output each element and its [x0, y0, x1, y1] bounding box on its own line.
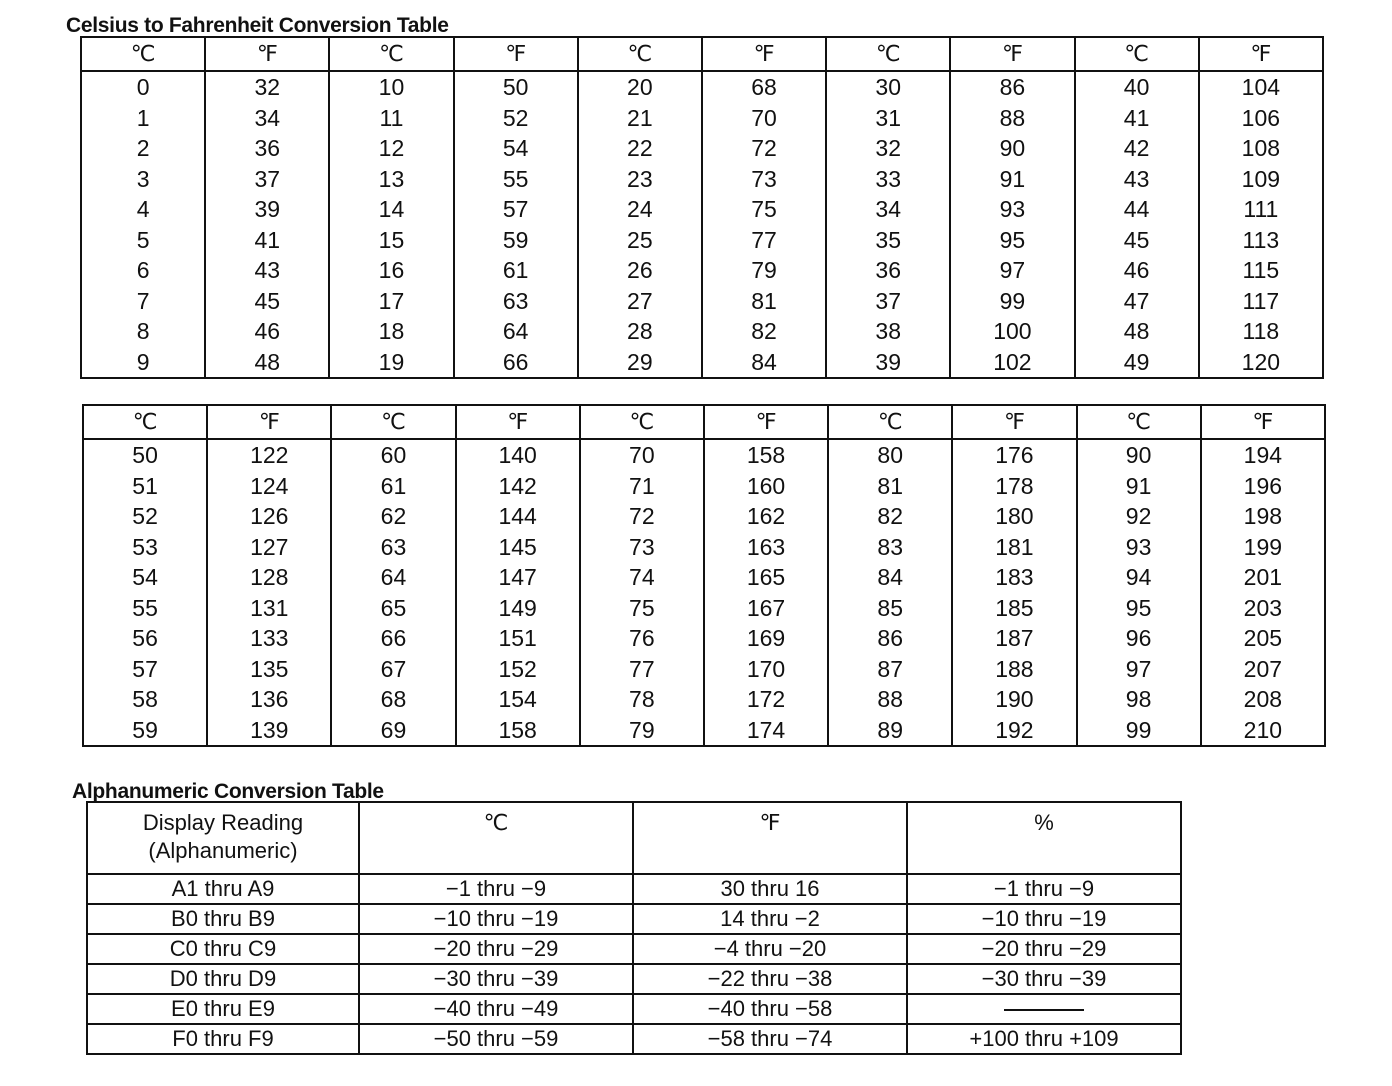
fahrenheit-cell: 72 — [702, 133, 826, 164]
celsius-range-cell: −50 thru −59 — [359, 1024, 633, 1054]
celsius-fahrenheit-table-50-99 — [82, 404, 1326, 747]
celsius-cell: 24 — [578, 194, 702, 225]
celsius-cell: 83 — [828, 532, 952, 563]
fahrenheit-cell: 151 — [456, 623, 580, 654]
celsius-range-cell: −30 thru −39 — [359, 964, 633, 994]
fahrenheit-cell: 32 — [205, 71, 329, 103]
header-row — [87, 802, 1181, 874]
celsius-cell: 21 — [578, 103, 702, 134]
celsius-cell: 30 — [826, 71, 950, 103]
celsius-cell: 28 — [578, 316, 702, 347]
celsius-cell: 38 — [826, 316, 950, 347]
table-row — [83, 623, 1325, 654]
celsius-cell: 98 — [1077, 684, 1201, 715]
fahrenheit-cell: 61 — [454, 255, 578, 286]
celsius-cell: 75 — [580, 593, 704, 624]
fahrenheit-cell: 118 — [1199, 316, 1323, 347]
fahrenheit-cell: 91 — [950, 164, 1074, 195]
celsius-cell: 57 — [132, 655, 158, 682]
fahrenheit-range-cell: −22 thru −38 — [633, 964, 907, 994]
fahrenheit-cell: 77 — [702, 225, 826, 256]
fahrenheit-cell: 81 — [702, 286, 826, 317]
fahrenheit-cell: 196 — [1201, 471, 1325, 502]
fahrenheit-cell: 57 — [454, 194, 578, 225]
celsius-cell: 44 — [1075, 194, 1199, 225]
fahrenheit-cell: 169 — [704, 623, 828, 654]
fahrenheit-cell: 63 — [454, 286, 578, 317]
fahrenheit-cell: 147 — [456, 562, 580, 593]
celsius-table-title: Celsius to Fahrenheit Conversion Table — [66, 14, 449, 37]
display-reading-cell: F0 thru F9 — [87, 1024, 359, 1054]
fahrenheit-cell: 95 — [950, 225, 1074, 256]
fahrenheit-cell: 139 — [207, 715, 331, 747]
celsius-cell: 2 — [136, 135, 150, 162]
celsius-cell: 77 — [580, 654, 704, 685]
celsius-cell: 47 — [1075, 286, 1199, 317]
celsius-cell: 10 — [329, 71, 453, 103]
alphanumeric-table-title: Alphanumeric Conversion Table — [72, 780, 384, 803]
col-header-c: ℃ — [329, 37, 453, 71]
celsius-cell: 15 — [329, 225, 453, 256]
celsius-cell: 1 — [136, 104, 150, 131]
celsius-cell: 25 — [578, 225, 702, 256]
celsius-cell: 23 — [578, 164, 702, 195]
celsius-cell: 71 — [580, 471, 704, 502]
fahrenheit-range-cell: 30 thru 16 — [633, 874, 907, 904]
fahrenheit-cell: 43 — [205, 255, 329, 286]
celsius-cell: 82 — [828, 501, 952, 532]
fahrenheit-range-cell: −58 thru −74 — [633, 1024, 907, 1054]
col-header-f: ℉ — [205, 37, 329, 71]
fahrenheit-cell: 167 — [704, 593, 828, 624]
col-header-f: ℉ — [1201, 405, 1325, 439]
celsius-cell: 43 — [1075, 164, 1199, 195]
celsius-cell: 79 — [580, 715, 704, 747]
celsius-cell: 3 — [136, 165, 150, 192]
celsius-cell: 18 — [329, 316, 453, 347]
col-header-c: ℃ — [580, 405, 704, 439]
table-row — [83, 715, 1325, 747]
display-reading-cell: A1 thru A9 — [87, 874, 359, 904]
percent-range-cell: +100 thru +109 — [907, 1024, 1181, 1054]
col-header-f: ℉ — [1199, 37, 1323, 71]
table-row — [81, 71, 1323, 103]
display-reading-cell: C0 thru C9 — [87, 934, 359, 964]
celsius-cell: 66 — [331, 623, 455, 654]
celsius-cell: 70 — [580, 439, 704, 471]
percent-range-cell — [907, 994, 1181, 1024]
fahrenheit-cell: 86 — [950, 71, 1074, 103]
fahrenheit-cell: 108 — [1199, 133, 1323, 164]
fahrenheit-cell: 124 — [207, 471, 331, 502]
percent-range-cell: −1 thru −9 — [907, 874, 1181, 904]
celsius-fahrenheit-table-0-49 — [80, 36, 1324, 379]
celsius-cell: 9 — [136, 348, 150, 375]
celsius-cell: 51 — [132, 472, 158, 499]
fahrenheit-cell: 106 — [1199, 103, 1323, 134]
celsius-cell: 78 — [580, 684, 704, 715]
col-header-f: ℉ — [952, 405, 1076, 439]
table-row — [81, 133, 1323, 164]
celsius-cell: 39 — [826, 347, 950, 379]
celsius-cell: 73 — [580, 532, 704, 563]
table-row — [83, 501, 1325, 532]
table-row — [87, 994, 1181, 1024]
fahrenheit-cell: 163 — [704, 532, 828, 563]
celsius-cell: 6 — [136, 257, 150, 284]
fahrenheit-cell: 178 — [952, 471, 1076, 502]
celsius-range-cell: −1 thru −9 — [359, 874, 633, 904]
celsius-cell: 26 — [578, 255, 702, 286]
celsius-cell: 7 — [136, 287, 150, 314]
celsius-cell: 87 — [828, 654, 952, 685]
celsius-cell: 49 — [1075, 347, 1199, 379]
celsius-cell: 86 — [828, 623, 952, 654]
fahrenheit-cell: 120 — [1199, 347, 1323, 379]
fahrenheit-range-cell: −40 thru −58 — [633, 994, 907, 1024]
fahrenheit-cell: 180 — [952, 501, 1076, 532]
celsius-cell: 68 — [331, 684, 455, 715]
fahrenheit-cell: 205 — [1201, 623, 1325, 654]
fahrenheit-cell: 135 — [207, 654, 331, 685]
fahrenheit-cell: 185 — [952, 593, 1076, 624]
celsius-cell: 27 — [578, 286, 702, 317]
celsius-cell: 12 — [329, 133, 453, 164]
fahrenheit-cell: 59 — [454, 225, 578, 256]
table-row — [81, 164, 1323, 195]
table-row — [87, 1024, 1181, 1054]
table-row — [83, 562, 1325, 593]
fahrenheit-cell: 170 — [704, 654, 828, 685]
fahrenheit-cell: 50 — [454, 71, 578, 103]
fahrenheit-cell: 172 — [704, 684, 828, 715]
celsius-cell: 97 — [1077, 654, 1201, 685]
table-row — [83, 593, 1325, 624]
fahrenheit-cell: 99 — [950, 286, 1074, 317]
fahrenheit-cell: 79 — [702, 255, 826, 286]
fahrenheit-cell: 55 — [454, 164, 578, 195]
celsius-cell: 81 — [828, 471, 952, 502]
celsius-cell: 88 — [828, 684, 952, 715]
fahrenheit-cell: 84 — [702, 347, 826, 379]
fahrenheit-cell: 199 — [1201, 532, 1325, 563]
celsius-range-cell: −10 thru −19 — [359, 904, 633, 934]
table-body — [83, 439, 1325, 746]
celsius-cell: 37 — [826, 286, 950, 317]
col-header-f: ℉ — [950, 37, 1074, 71]
celsius-cell: 94 — [1077, 562, 1201, 593]
celsius-cell: 35 — [826, 225, 950, 256]
col-header-c: ℃ — [826, 37, 950, 71]
celsius-range-cell: −40 thru −49 — [359, 994, 633, 1024]
fahrenheit-cell: 190 — [952, 684, 1076, 715]
col-header-c: ℃ — [359, 802, 633, 874]
celsius-cell: 96 — [1077, 623, 1201, 654]
col-header-f: ℉ — [704, 405, 828, 439]
col-header-c: ℃ — [578, 37, 702, 71]
fahrenheit-cell: 144 — [456, 501, 580, 532]
col-header-f: ℉ — [702, 37, 826, 71]
table-row — [83, 532, 1325, 563]
table-row — [81, 225, 1323, 256]
col-header-c: ℃ — [828, 405, 952, 439]
fahrenheit-cell: 154 — [456, 684, 580, 715]
fahrenheit-cell: 149 — [456, 593, 580, 624]
celsius-cell: 64 — [331, 562, 455, 593]
fahrenheit-cell: 181 — [952, 532, 1076, 563]
fahrenheit-cell: 207 — [1201, 654, 1325, 685]
celsius-cell: 29 — [578, 347, 702, 379]
col-header-c: ℃ — [331, 405, 455, 439]
celsius-cell: 69 — [331, 715, 455, 747]
fahrenheit-cell: 37 — [205, 164, 329, 195]
celsius-cell: 59 — [132, 716, 158, 743]
fahrenheit-cell: 68 — [702, 71, 826, 103]
fahrenheit-cell: 90 — [950, 133, 1074, 164]
table-row — [81, 316, 1323, 347]
empty-dash — [1004, 1009, 1084, 1011]
celsius-cell: 63 — [331, 532, 455, 563]
celsius-cell: 36 — [826, 255, 950, 286]
fahrenheit-cell: 158 — [704, 439, 828, 471]
col-header-c: ℃ — [81, 37, 205, 71]
fahrenheit-cell: 48 — [205, 347, 329, 379]
fahrenheit-cell: 194 — [1201, 439, 1325, 471]
table-row — [87, 934, 1181, 964]
col-header-c: ℃ — [1077, 405, 1201, 439]
celsius-cell: 42 — [1075, 133, 1199, 164]
celsius-cell: 85 — [828, 593, 952, 624]
table-row — [83, 471, 1325, 502]
fahrenheit-cell: 183 — [952, 562, 1076, 593]
celsius-cell: 20 — [578, 71, 702, 103]
fahrenheit-cell: 115 — [1199, 255, 1323, 286]
table-row — [83, 439, 1325, 471]
fahrenheit-cell: 41 — [205, 225, 329, 256]
celsius-cell: 17 — [329, 286, 453, 317]
celsius-cell: 31 — [826, 103, 950, 134]
header-row — [83, 405, 1325, 439]
fahrenheit-cell: 36 — [205, 133, 329, 164]
fahrenheit-cell: 210 — [1201, 715, 1325, 747]
fahrenheit-cell: 133 — [207, 623, 331, 654]
fahrenheit-cell: 203 — [1201, 593, 1325, 624]
table-row — [87, 964, 1181, 994]
fahrenheit-cell: 64 — [454, 316, 578, 347]
fahrenheit-cell: 131 — [207, 593, 331, 624]
celsius-cell: 14 — [329, 194, 453, 225]
fahrenheit-cell: 54 — [454, 133, 578, 164]
celsius-cell: 5 — [136, 226, 150, 253]
celsius-cell: 72 — [580, 501, 704, 532]
display-reading-line2: (Alphanumeric) — [148, 838, 298, 863]
fahrenheit-cell: 126 — [207, 501, 331, 532]
fahrenheit-range-cell: 14 thru −2 — [633, 904, 907, 934]
celsius-cell: 8 — [136, 318, 150, 345]
fahrenheit-cell: 46 — [205, 316, 329, 347]
fahrenheit-cell: 176 — [952, 439, 1076, 471]
table-row — [83, 654, 1325, 685]
fahrenheit-cell: 188 — [952, 654, 1076, 685]
fahrenheit-cell: 165 — [704, 562, 828, 593]
fahrenheit-cell: 73 — [702, 164, 826, 195]
celsius-cell: 13 — [329, 164, 453, 195]
fahrenheit-cell: 97 — [950, 255, 1074, 286]
celsius-cell: 60 — [331, 439, 455, 471]
celsius-cell: 95 — [1077, 593, 1201, 624]
celsius-cell: 99 — [1077, 715, 1201, 747]
celsius-cell: 41 — [1075, 103, 1199, 134]
fahrenheit-cell: 198 — [1201, 501, 1325, 532]
fahrenheit-cell: 128 — [207, 562, 331, 593]
fahrenheit-cell: 34 — [205, 103, 329, 134]
celsius-cell: 11 — [329, 103, 453, 134]
celsius-cell: 67 — [331, 654, 455, 685]
percent-range-cell: −30 thru −39 — [907, 964, 1181, 994]
celsius-cell: 90 — [1077, 439, 1201, 471]
fahrenheit-cell: 88 — [950, 103, 1074, 134]
col-header-display-reading — [87, 802, 359, 874]
celsius-cell: 53 — [132, 533, 158, 560]
fahrenheit-cell: 142 — [456, 471, 580, 502]
fahrenheit-cell: 127 — [207, 532, 331, 563]
fahrenheit-cell: 201 — [1201, 562, 1325, 593]
celsius-cell: 56 — [132, 625, 158, 652]
fahrenheit-cell: 82 — [702, 316, 826, 347]
display-reading-cell: D0 thru D9 — [87, 964, 359, 994]
celsius-cell: 33 — [826, 164, 950, 195]
celsius-cell: 61 — [331, 471, 455, 502]
fahrenheit-cell: 104 — [1199, 71, 1323, 103]
celsius-cell: 92 — [1077, 501, 1201, 532]
fahrenheit-range-cell: −4 thru −20 — [633, 934, 907, 964]
celsius-cell: 34 — [826, 194, 950, 225]
display-reading-line1: Display Reading — [142, 810, 304, 835]
fahrenheit-cell: 160 — [704, 471, 828, 502]
fahrenheit-cell: 113 — [1199, 225, 1323, 256]
table-row — [81, 103, 1323, 134]
table-row — [83, 684, 1325, 715]
fahrenheit-cell: 187 — [952, 623, 1076, 654]
table-header — [87, 802, 1181, 874]
fahrenheit-cell: 109 — [1199, 164, 1323, 195]
fahrenheit-cell: 174 — [704, 715, 828, 747]
celsius-cell: 76 — [580, 623, 704, 654]
col-header-percent: % — [907, 802, 1181, 874]
celsius-cell: 80 — [828, 439, 952, 471]
table-row — [81, 347, 1323, 379]
col-header-f: ℉ — [456, 405, 580, 439]
alphanumeric-conversion-table — [86, 801, 1182, 1055]
display-reading-cell: B0 thru B9 — [87, 904, 359, 934]
celsius-cell: 0 — [136, 74, 150, 101]
header-row — [81, 37, 1323, 71]
col-header-f: ℉ — [633, 802, 907, 874]
fahrenheit-cell: 75 — [702, 194, 826, 225]
table-row — [81, 194, 1323, 225]
celsius-cell: 62 — [331, 501, 455, 532]
celsius-cell: 58 — [132, 686, 158, 713]
col-header-f: ℉ — [207, 405, 331, 439]
celsius-range-cell: −20 thru −29 — [359, 934, 633, 964]
table-body — [87, 874, 1181, 1054]
table-row — [81, 286, 1323, 317]
table-row — [87, 874, 1181, 904]
fahrenheit-cell: 145 — [456, 532, 580, 563]
celsius-cell: 50 — [132, 442, 158, 469]
display-reading-cell: E0 thru E9 — [87, 994, 359, 1024]
celsius-cell: 40 — [1075, 71, 1199, 103]
table-header — [83, 405, 1325, 439]
table-header — [81, 37, 1323, 71]
celsius-cell: 89 — [828, 715, 952, 747]
celsius-cell: 22 — [578, 133, 702, 164]
celsius-cell: 46 — [1075, 255, 1199, 286]
celsius-cell: 45 — [1075, 225, 1199, 256]
celsius-cell: 32 — [826, 133, 950, 164]
fahrenheit-cell: 45 — [205, 286, 329, 317]
table-row — [81, 255, 1323, 286]
celsius-cell: 93 — [1077, 532, 1201, 563]
fahrenheit-cell: 162 — [704, 501, 828, 532]
fahrenheit-cell: 52 — [454, 103, 578, 134]
celsius-cell: 65 — [331, 593, 455, 624]
fahrenheit-cell: 70 — [702, 103, 826, 134]
fahrenheit-cell: 192 — [952, 715, 1076, 747]
col-header-c: ℃ — [1075, 37, 1199, 71]
col-header-c: ℃ — [83, 405, 207, 439]
percent-range-cell: −10 thru −19 — [907, 904, 1181, 934]
fahrenheit-cell: 140 — [456, 439, 580, 471]
celsius-cell: 91 — [1077, 471, 1201, 502]
fahrenheit-cell: 93 — [950, 194, 1074, 225]
col-header-f: ℉ — [454, 37, 578, 71]
celsius-cell: 55 — [132, 594, 158, 621]
fahrenheit-cell: 66 — [454, 347, 578, 379]
celsius-cell: 84 — [828, 562, 952, 593]
fahrenheit-cell: 39 — [205, 194, 329, 225]
table-row — [87, 904, 1181, 934]
fahrenheit-cell: 117 — [1199, 286, 1323, 317]
fahrenheit-cell: 152 — [456, 654, 580, 685]
celsius-cell: 4 — [136, 196, 150, 223]
fahrenheit-cell: 100 — [950, 316, 1074, 347]
celsius-cell: 54 — [132, 564, 158, 591]
fahrenheit-cell: 136 — [207, 684, 331, 715]
fahrenheit-cell: 111 — [1199, 194, 1323, 225]
celsius-cell: 52 — [132, 503, 158, 530]
celsius-cell: 16 — [329, 255, 453, 286]
percent-range-cell: −20 thru −29 — [907, 934, 1181, 964]
celsius-cell: 19 — [329, 347, 453, 379]
celsius-cell: 48 — [1075, 316, 1199, 347]
celsius-cell: 74 — [580, 562, 704, 593]
table-body — [81, 71, 1323, 378]
fahrenheit-cell: 158 — [456, 715, 580, 747]
fahrenheit-cell: 102 — [950, 347, 1074, 379]
fahrenheit-cell: 122 — [207, 439, 331, 471]
fahrenheit-cell: 208 — [1201, 684, 1325, 715]
